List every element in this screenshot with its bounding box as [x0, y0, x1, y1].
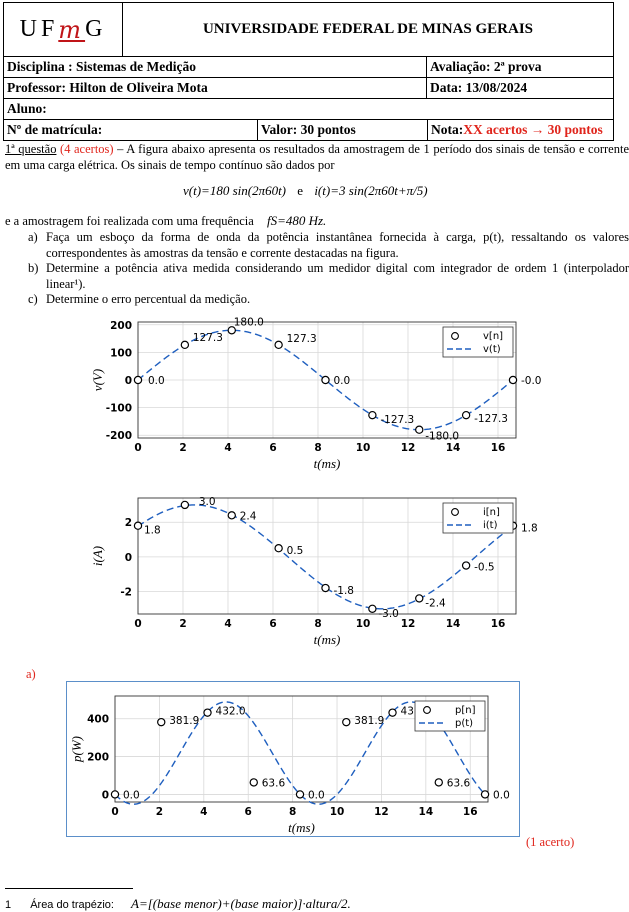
y-axis-label: i(A) — [90, 545, 105, 567]
data-label: 0.0 — [333, 375, 351, 387]
x-tick-label: 12 — [374, 806, 389, 818]
item-b: b) Determine a potência ativa medida considerando um medidor digital com integrador de ordem 1 (interpolador linear¹). — [28, 261, 629, 291]
sample-point — [111, 791, 118, 798]
sample-point — [416, 595, 423, 602]
data-label: 127.3 — [192, 331, 223, 344]
sample-point — [322, 376, 329, 383]
x-tick-label: 16 — [462, 806, 478, 818]
x-tick-label: 14 — [445, 618, 461, 630]
x-tick-label: 10 — [355, 618, 371, 630]
sample-point — [134, 376, 141, 383]
legend-label: v(t) — [483, 344, 501, 355]
answer-a-label: a) — [26, 667, 36, 681]
x-tick-label: 16 — [490, 442, 506, 454]
y-tick-label: -100 — [105, 402, 132, 415]
answer-score: (1 acerto) — [526, 835, 575, 849]
legend-marker — [424, 707, 431, 714]
header-table — [3, 2, 614, 141]
x-tick-label: 4 — [224, 618, 232, 630]
footnote-rule — [5, 888, 133, 889]
valor-cell: Valor: 30 pontos — [257, 120, 427, 140]
avaliacao-cell: Avaliação: 2ª prova — [426, 57, 613, 77]
y-tick-label: 2 — [124, 517, 132, 530]
x-axis-label: t(ms) — [288, 820, 315, 835]
question-items — [28, 230, 629, 308]
data-label: -127.3 — [380, 414, 415, 427]
data-label: 381.9 — [169, 715, 200, 728]
x-tick-label: 0 — [111, 806, 119, 818]
legend-label: p(t) — [455, 718, 474, 729]
sample-point — [369, 605, 376, 612]
data-label: -0.5 — [474, 561, 495, 574]
sample-point — [181, 501, 188, 508]
sample-point — [322, 584, 329, 591]
data-label: 1.8 — [144, 524, 161, 537]
data-label: 381.9 — [354, 715, 385, 728]
data-label: 2.4 — [239, 510, 257, 523]
x-tick-label: 6 — [269, 442, 277, 454]
aluno-cell: Aluno: — [7, 101, 47, 116]
y-tick-label: 0 — [124, 551, 132, 564]
y-tick-label: -2 — [120, 586, 132, 599]
data-label: 0.0 — [148, 375, 165, 387]
x-tick-label: 2 — [179, 442, 187, 454]
x-tick-label: 4 — [200, 806, 208, 818]
y-tick-label: 100 — [110, 347, 132, 360]
sample-point — [275, 545, 282, 552]
legend-label: p[n] — [455, 705, 476, 716]
data-label: -2.4 — [425, 597, 446, 610]
footnote: 1 Área do trapézio: A=[(base menor)+(base maior)]·altura/2. — [5, 896, 351, 911]
sample-point — [158, 719, 165, 726]
data-label: 43 — [400, 705, 414, 718]
legend-label: i(t) — [483, 520, 498, 531]
legend-marker — [452, 509, 459, 516]
x-axis-label: t(ms) — [313, 632, 341, 647]
sample-point — [134, 522, 141, 529]
data-label: 1.8 — [521, 522, 538, 535]
sample-point — [389, 709, 396, 716]
x-tick-label: 8 — [314, 618, 322, 630]
legend-label: i[n] — [483, 507, 500, 518]
x-tick-label: 12 — [400, 442, 416, 454]
x-tick-label: 10 — [355, 442, 371, 454]
question-intro: 1ª questão (4 acertos) – A figura abaixo apresenta os resultados da amostragem de 1 período dos sinais de tensão e corrente em uma carga elétrica. Os sinais de tempo contínuo são dados por — [5, 142, 629, 172]
data-label: 0.0 — [308, 789, 325, 802]
ufmg-logo: U F m G — [4, 3, 123, 56]
sample-point — [463, 562, 470, 569]
y-tick-label: -200 — [105, 430, 132, 443]
sampling-text: e a amostragem foi realizada com uma frequência fS=480 Hz. — [5, 213, 327, 228]
data-label: 63.6 — [446, 777, 471, 790]
power-chart — [67, 682, 517, 835]
data-label: -3.0 — [378, 607, 399, 620]
data-label: 127.3 — [286, 332, 317, 345]
sample-point — [463, 412, 470, 419]
disciplina-cell: Disciplina : Sistemas de Medição — [7, 59, 196, 74]
sample-point — [435, 779, 442, 786]
data-label: -0.0 — [521, 375, 542, 387]
data-label: 432.0 — [215, 705, 246, 718]
sample-point — [369, 412, 376, 419]
legend-box — [443, 503, 513, 533]
y-axis-label: v(V) — [90, 368, 105, 392]
legend-marker — [452, 333, 459, 340]
nota-cell: Nota: XX acertos → 30 pontos — [427, 120, 613, 140]
sample-point — [481, 791, 488, 798]
data-label: 0.5 — [286, 545, 304, 558]
x-tick-label: 14 — [445, 442, 461, 454]
y-tick-label: 0 — [124, 375, 132, 387]
data-label: 180.0 — [233, 316, 264, 329]
university-name: UNIVERSIDADE FEDERAL DE MINAS GERAIS — [202, 21, 534, 37]
matricula-cell: Nº de matrícula: — [7, 122, 103, 137]
legend-label: v[n] — [483, 331, 504, 342]
x-axis-label: t(ms) — [313, 456, 341, 471]
y-tick-label: 200 — [87, 751, 109, 764]
data-label: -1.8 — [333, 585, 354, 598]
y-axis-label: p(W) — [69, 736, 84, 762]
x-tick-label: 10 — [329, 806, 345, 818]
professor-cell: Professor: Hilton de Oliveira Mota — [7, 80, 208, 95]
x-tick-label: 6 — [244, 806, 252, 818]
data-label: 63.6 — [261, 777, 286, 790]
y-tick-label: 0 — [101, 789, 109, 802]
sample-point — [296, 791, 303, 798]
x-tick-label: 4 — [224, 442, 232, 454]
y-tick-label: 200 — [110, 319, 132, 332]
data-cell: Data: 13/08/2024 — [426, 78, 613, 98]
data-label: 0.0 — [123, 789, 140, 802]
sample-point — [509, 376, 516, 383]
current-chart — [88, 494, 538, 654]
x-tick-label: 0 — [134, 442, 142, 454]
signal-formulas: v(t)=180 sin(2π60t) e i(t)=3 sin(2π60t+π/5) — [183, 183, 428, 198]
x-tick-label: 6 — [269, 618, 277, 630]
sample-point — [204, 709, 211, 716]
sample-point — [181, 341, 188, 348]
sample-point — [416, 426, 423, 433]
x-tick-label: 0 — [134, 618, 142, 630]
x-tick-label: 16 — [490, 618, 506, 630]
x-tick-label: 8 — [314, 442, 322, 454]
item-a: a) Faça um esboço da forma de onda da potência instantânea fornecida à carga, p(t), ressaltando os valores correspondentes às amostras da tensão e corrente destacadas na figura. — [28, 230, 629, 260]
voltage-chart — [88, 316, 542, 480]
item-c: c) Determine o erro percentual da medição. — [28, 292, 251, 306]
x-tick-label: 2 — [179, 618, 187, 630]
sample-point — [250, 779, 257, 786]
data-label: 3.0 — [198, 495, 216, 508]
x-tick-label: 2 — [155, 806, 164, 818]
x-tick-label: 14 — [418, 806, 434, 818]
y-tick-label: 400 — [87, 713, 109, 726]
x-tick-label: 12 — [400, 618, 416, 630]
data-label: 0.0 — [493, 789, 510, 802]
data-label: -180.0 — [425, 430, 460, 443]
sample-point — [228, 512, 235, 519]
x-tick-label: 8 — [288, 806, 297, 818]
sample-point — [343, 719, 350, 726]
sample-point — [275, 341, 282, 348]
data-label: -127.3 — [474, 413, 508, 426]
